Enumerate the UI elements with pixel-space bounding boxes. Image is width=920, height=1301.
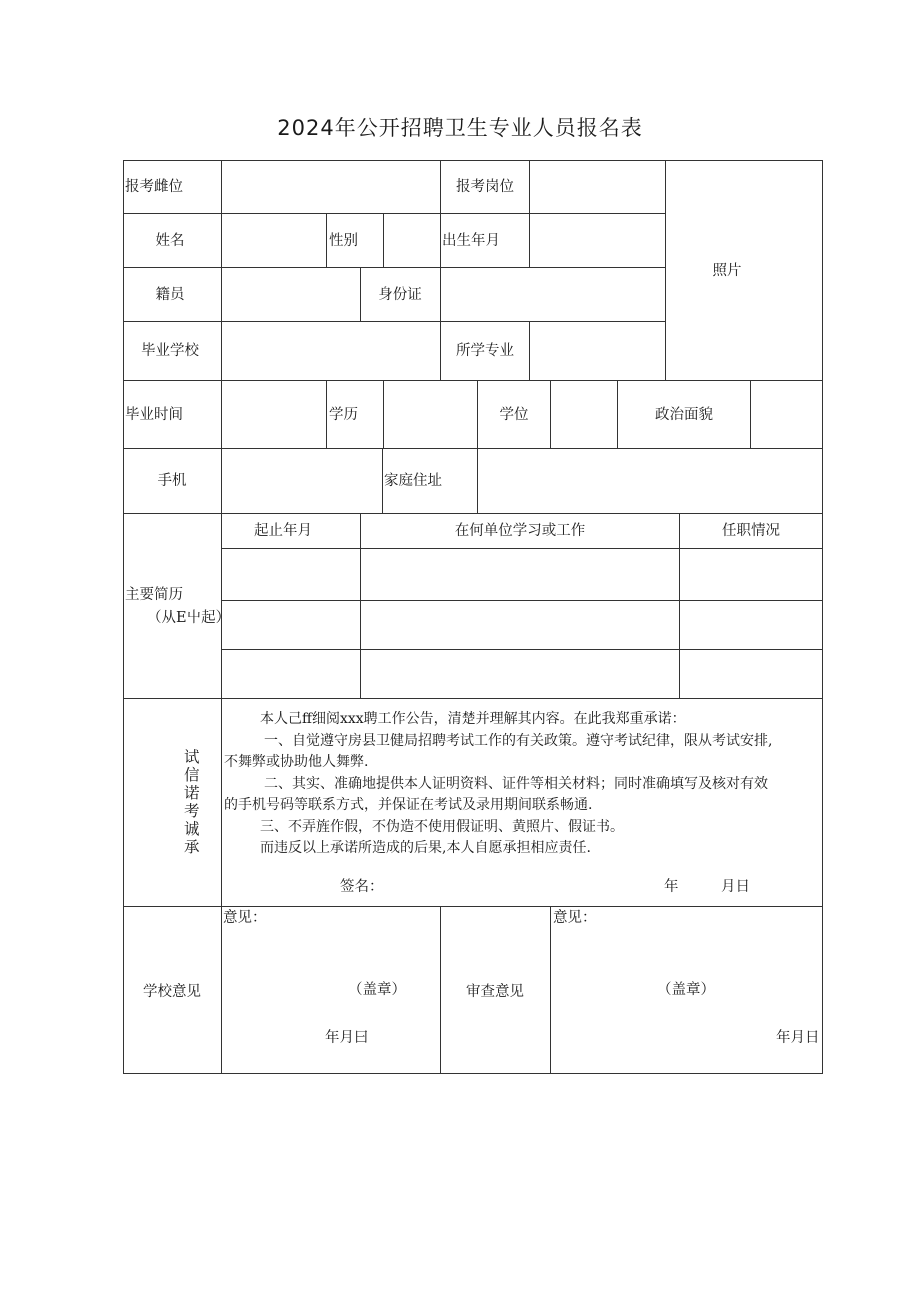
col-line: [440, 321, 441, 381]
label-phone: 手机: [157, 473, 187, 489]
pledge-char: 考: [184, 802, 200, 820]
label-seal-right: （盖章）: [657, 982, 715, 998]
pledge-char: 承: [184, 838, 200, 856]
resume-header-position: 任职情况: [722, 523, 780, 539]
table-border-right: [822, 160, 823, 1074]
label-school-opinion: 学校意见: [143, 984, 201, 1000]
col-line: [665, 160, 666, 381]
input-address[interactable]: [478, 449, 822, 513]
pledge-char: 试: [184, 748, 200, 766]
pledge-char: 诺: [184, 784, 200, 802]
col-line: [440, 906, 441, 1074]
label-id-card: 身份证: [378, 287, 422, 303]
form-title: 2024年公开招聘卫生专业人员报名表: [277, 116, 643, 140]
col-line: [617, 380, 618, 449]
label-gender: 性别: [329, 233, 358, 249]
label-sign-year: 年: [664, 879, 679, 895]
pledge-char: 信: [184, 766, 200, 784]
table-border-bottom: [123, 1073, 823, 1074]
resume-header-period: 起止年月: [254, 523, 312, 539]
review-opinion-field[interactable]: [551, 930, 822, 980]
label-major: 所学专业: [456, 343, 514, 359]
pledge-line-5: 的手机号码等联系方式，并保证在考试及录用期间联系畅通.: [224, 797, 593, 813]
pledge-char: 诚: [184, 820, 200, 838]
label-date-left: 年月曰: [325, 1030, 369, 1046]
input-native-place[interactable]: [222, 268, 360, 321]
col-line: [382, 448, 383, 514]
photo-area[interactable]: 照片: [712, 263, 742, 279]
label-degree: 学位: [499, 407, 529, 423]
label-seal-left: （盖章）: [348, 982, 406, 998]
label-opinion-left: 意见：: [223, 910, 267, 926]
label-date-right: 年月日: [776, 1030, 820, 1046]
label-grad-time: 毕业时间: [125, 407, 183, 423]
input-political-status[interactable]: [751, 381, 822, 448]
col-line: [440, 160, 441, 214]
input-education[interactable]: [384, 381, 477, 448]
resume-row-1[interactable]: [222, 549, 822, 600]
label-address: 家庭住址: [384, 473, 442, 489]
col-line: [326, 380, 327, 449]
label-integrity-pledge: [184, 748, 200, 856]
input-grad-time[interactable]: [222, 381, 326, 448]
row-line: [123, 513, 823, 514]
label-birth: 出生年月: [442, 233, 500, 249]
input-degree[interactable]: [551, 381, 617, 448]
pledge-line-7: 而违反以上承诺所造成的后果,本人自愿承担相应责任.: [260, 840, 591, 856]
resume-header-unit: 在何单位学习或工作: [454, 523, 586, 539]
row-line: [123, 906, 823, 907]
label-apply-post: 报考岗位: [456, 179, 514, 195]
label-political-status: 政治面貌: [655, 407, 713, 423]
input-phone[interactable]: [222, 449, 382, 513]
resume-row-3[interactable]: [222, 650, 822, 698]
input-gender[interactable]: [384, 214, 440, 267]
input-major[interactable]: [530, 322, 665, 380]
row-line: [123, 698, 823, 699]
pledge-line-1: 本人己ff细阅xxx聘工作公告，清楚并理解其内容。在此我郑重承诺：: [260, 711, 686, 727]
input-name[interactable]: [222, 214, 326, 267]
pledge-line-4: 二、其实、准确地提供本人证明资料、证件等相关材料；同时准确填写及核对有效: [264, 776, 768, 792]
col-line: [440, 213, 441, 268]
input-apply-unit[interactable]: [222, 161, 440, 213]
school-opinion-field[interactable]: [222, 930, 440, 980]
label-signature: 签名：: [340, 879, 384, 895]
row-line: [123, 213, 222, 214]
input-id-card[interactable]: [441, 268, 665, 321]
input-birth[interactable]: [530, 214, 665, 267]
pledge-line-2: 一、自觉遵守房县卫健局招聘考试工作的有关政策。遵守考试纪律，限从考试安排,: [264, 733, 773, 749]
label-sign-month-day: 月日: [721, 879, 750, 895]
label-review-opinion: 审查意见: [466, 984, 524, 1000]
label-name: 姓名: [155, 233, 185, 249]
col-line: [477, 380, 478, 449]
resume-row-2[interactable]: [222, 601, 822, 649]
input-school[interactable]: [222, 322, 440, 380]
col-line: [326, 213, 327, 268]
label-resume: 主要简历: [125, 587, 183, 603]
label-native-place: 籍员: [155, 287, 185, 303]
label-education: 学历: [329, 407, 358, 423]
pledge-line-6: 三、不弄旌作假，不伪造不使用假证明、黄照片、假证书。: [260, 819, 624, 835]
label-apply-unit: 报考雌位: [125, 179, 183, 195]
input-signature[interactable]: [390, 874, 640, 898]
label-school: 毕业学校: [141, 343, 199, 359]
input-apply-post[interactable]: [530, 161, 665, 213]
col-line: [360, 267, 361, 322]
table-border-left: [123, 160, 124, 1074]
pledge-line-3: 不舞弊或协助他人舞弊.: [224, 754, 369, 770]
label-opinion-right: 意见：: [553, 910, 597, 926]
label-resume-note: （从E屮起）: [147, 610, 231, 626]
